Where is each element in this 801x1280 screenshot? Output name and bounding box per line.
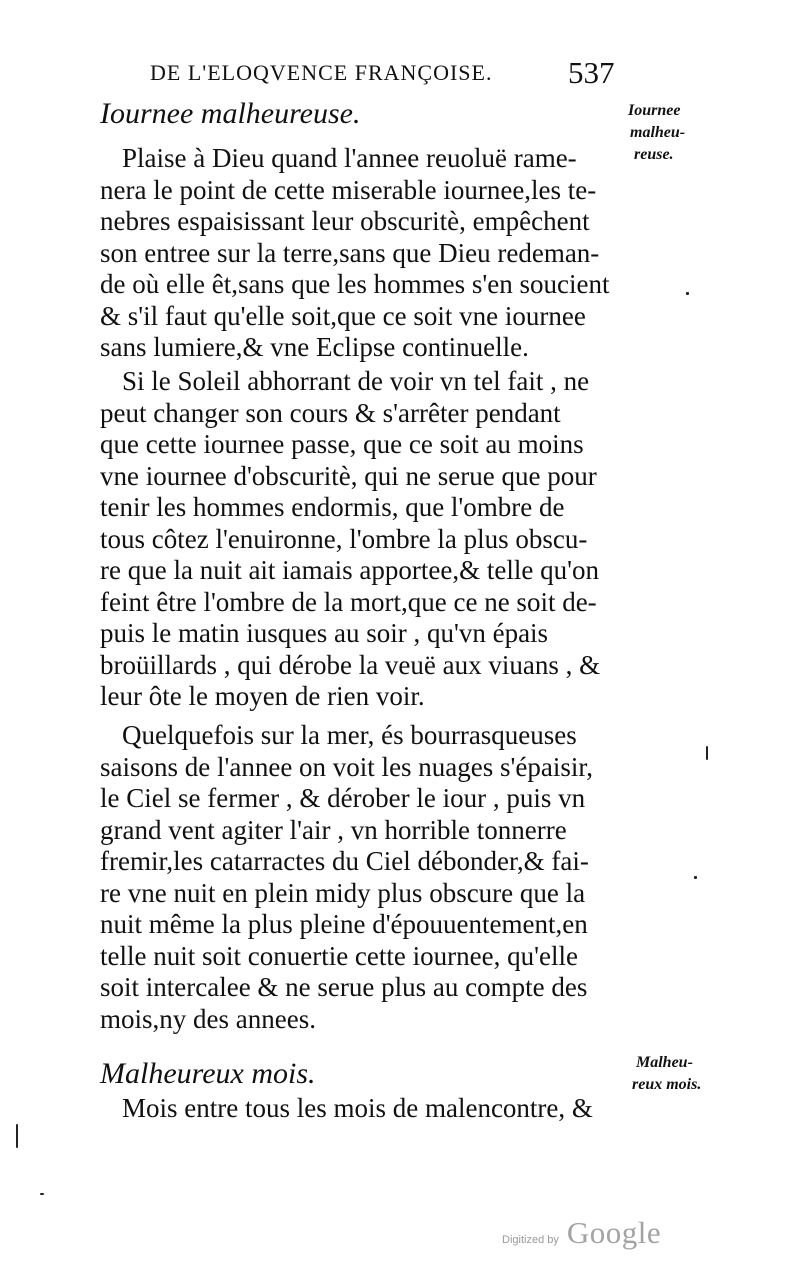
text-line: vne iournee d'obscuritè, qui ne serue que pour — [100, 460, 597, 491]
text-line: peut changer son cours & s'arrêter pendant — [100, 397, 561, 428]
text-line: Mois entre tous les mois de malencontre, & — [122, 1093, 593, 1123]
running-title: DE L'ELOQVENCE FRANÇOISE. — [150, 60, 493, 85]
text-line: Plaise à Dieu quand l'annee reuoluë rame- — [122, 143, 577, 173]
text-line: broüillards , qui dérobe la veuë aux viuans , & — [100, 649, 601, 680]
page-number: 537 — [568, 55, 615, 90]
marginal-line: malheu- — [630, 124, 686, 141]
paragraph-3 — [100, 720, 630, 1035]
scan-speck — [694, 876, 697, 879]
marginal-note-iournee — [628, 100, 685, 166]
scan-speck — [686, 292, 689, 295]
paragraph-1 — [100, 143, 630, 364]
google-logo: Google — [566, 1215, 662, 1250]
text-line: fremir,les catarractes du Ciel débonder,& fai- — [100, 846, 589, 876]
text-line: leur ôte le moyen de rien voir. — [100, 681, 425, 711]
text-line: de où elle êt,sans que les hommes s'en soucient — [100, 269, 610, 299]
text-line: re vne nuit en plein midy plus obscure que la — [100, 877, 586, 908]
text-line: grand vent agiter l'air , vn horrible tonnerre — [100, 814, 567, 845]
text-line: Si le Soleil abhorrant de voir vn tel fait , ne — [122, 366, 590, 396]
section-heading-iournee: Iournee malheureuse. — [100, 97, 361, 130]
text-line: soit intercalee & ne serue plus au compte des — [100, 972, 588, 1002]
paragraph-4 — [100, 1093, 630, 1125]
text-line: puis le matin iusques au soir , qu'vn épais — [100, 618, 549, 648]
scan-speck — [706, 746, 708, 760]
paragraph-2 — [100, 366, 630, 713]
text-line: le Ciel se fermer , & dérober le iour , puis vn — [100, 783, 586, 813]
text-line: nera le point de cette miserable iournee,les te- — [100, 174, 597, 205]
digitized-watermark — [502, 1215, 661, 1251]
marginal-line: reuse. — [634, 146, 674, 163]
text-line: sans lumiere,& vne Eclipse continuelle. — [100, 332, 529, 362]
watermark-prefix: Digitized by — [502, 1234, 559, 1246]
scan-speck — [40, 1193, 44, 1195]
text-line: tous côtez l'enuironne, l'ombre la plus obscu- — [100, 523, 588, 554]
text-line: son entree sur la terre,sans que Dieu redeman- — [100, 237, 600, 268]
text-line: mois,ny des annees. — [100, 1003, 316, 1034]
text-line: feint être l'ombre de la mort,que ce ne soit de- — [100, 586, 597, 617]
text-line: tenir les hommes endormis, que l'ombre de — [100, 492, 565, 522]
text-line: nuit même la plus pleine d'épouuentement,en — [100, 909, 588, 939]
marginal-line: reux mois. — [632, 1076, 702, 1093]
text-line: Quelquefois sur la mer, és bourrasqueuses — [122, 720, 577, 750]
section-heading-mois: Malheureux mois. — [100, 1057, 316, 1090]
marginal-note-mois — [632, 1052, 701, 1096]
marginal-line: Malheu- — [636, 1054, 693, 1071]
text-line: nebres espaisissant leur obscuritè, empêchent — [100, 206, 590, 236]
text-line: saisons de l'annee on voit les nuages s'épaisir, — [100, 751, 594, 782]
scan-speck — [16, 1124, 18, 1148]
text-line: telle nuit soit conuertie cette iournee, qu'elle — [100, 940, 578, 971]
text-line: re que la nuit ait iamais apportee,& telle qu'on — [100, 555, 599, 585]
marginal-line: Iournee — [628, 102, 681, 119]
text-line: que cette iournee passe, que ce soit au moins — [100, 429, 584, 459]
text-line: & s'il faut qu'elle soit,que ce soit vne iournee — [100, 300, 586, 331]
